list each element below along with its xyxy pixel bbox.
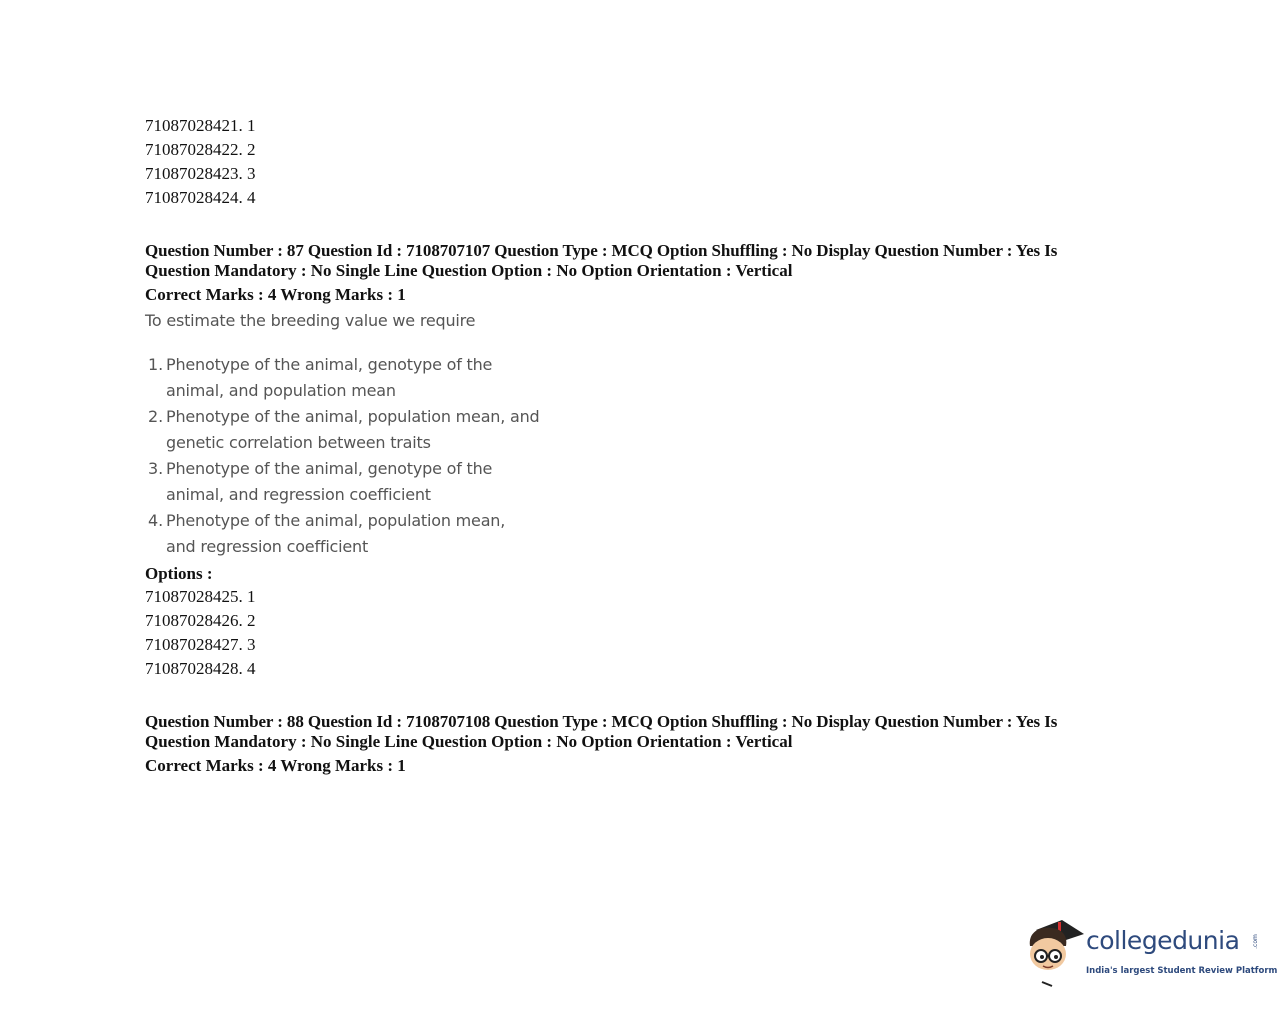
q87-option-id-1: 71087028425. 1 [145, 587, 256, 606]
q87-question-text: To estimate the breeding value we require [145, 311, 476, 330]
prev-option-4: 71087028424. 4 [145, 188, 256, 207]
q87-choice-4-line2: and regression coefficient [166, 537, 369, 556]
q87-choice-1-line2: animal, and population mean [166, 381, 396, 400]
q87-choice-2-number: 2. [148, 407, 164, 426]
q87-choice-4-number: 4. [148, 511, 164, 530]
prev-option-3: 71087028423. 3 [145, 164, 256, 183]
student-mascot-icon [1022, 916, 1084, 990]
q88-header-line1: Question Number : 88 Question Id : 7108707108 Question Type : MCQ Option Shuffling : No Display Question Number : Yes Is [145, 712, 1058, 731]
logo-tagline: India's largest Student Review Platform [1086, 966, 1278, 976]
q87-choice-2-line1: Phenotype of the animal, population mean, and [166, 407, 540, 426]
prev-option-1: 71087028421. 1 [145, 116, 256, 135]
q87-header-line1: Question Number : 87 Question Id : 7108707107 Question Type : MCQ Option Shuffling : No Display Question Number : Yes Is [145, 241, 1058, 260]
q87-choice-3-line2: animal, and regression coefficient [166, 485, 431, 504]
prev-option-2: 71087028422. 2 [145, 140, 256, 159]
logo-domain-suffix: .com [1251, 934, 1259, 949]
q87-option-id-4: 71087028428. 4 [145, 659, 256, 678]
q87-choice-4-line1: Phenotype of the animal, population mean, [166, 511, 506, 530]
q87-options-label: Options : [145, 564, 213, 583]
q87-option-id-3: 71087028427. 3 [145, 635, 256, 654]
q88-marks: Correct Marks : 4 Wrong Marks : 1 [145, 756, 406, 775]
q87-choice-1-number: 1. [148, 355, 164, 374]
q87-choice-3-line1: Phenotype of the animal, genotype of the [166, 459, 493, 478]
q87-choice-2-line2: genetic correlation between traits [166, 433, 431, 452]
q87-choice-1-line1: Phenotype of the animal, genotype of the [166, 355, 493, 374]
q87-header-line2: Question Mandatory : No Single Line Question Option : No Option Orientation : Vertical [145, 261, 793, 280]
logo-wordmark: collegedunia [1086, 926, 1240, 955]
q87-option-id-2: 71087028426. 2 [145, 611, 256, 630]
q87-marks: Correct Marks : 4 Wrong Marks : 1 [145, 285, 406, 304]
q88-header-line2: Question Mandatory : No Single Line Question Option : No Option Orientation : Vertical [145, 732, 793, 751]
q87-choice-3-number: 3. [148, 459, 164, 478]
collegedunia-logo [1022, 916, 1278, 990]
